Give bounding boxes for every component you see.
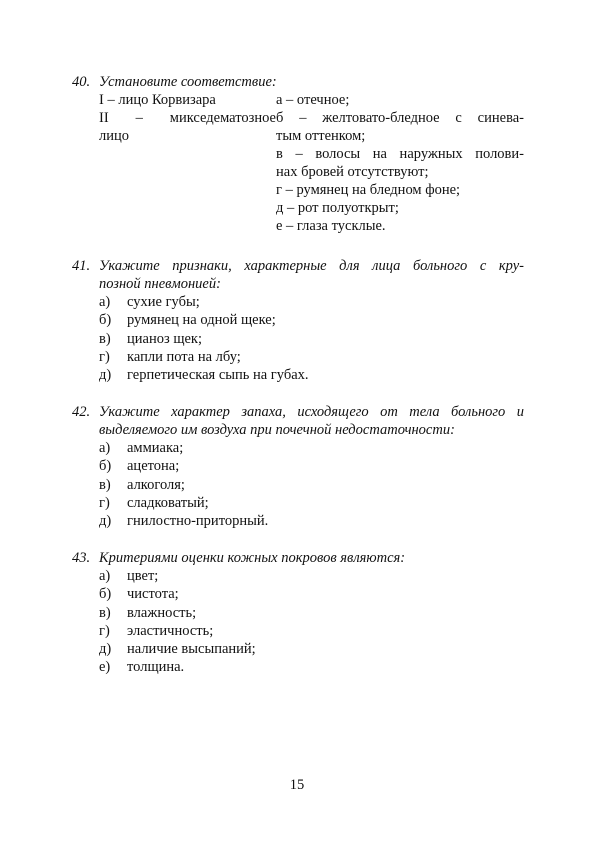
option-d: д) гнилостно-приторный. (99, 513, 269, 530)
question-number: 43. (72, 550, 91, 566)
option-v: в) алкоголя; (99, 476, 185, 493)
question-41 (72, 257, 524, 384)
question-43-header (72, 549, 524, 567)
option-d: д) герпетическая сыпь на губах. (99, 367, 309, 384)
question-title: Укажите признаки, характерные для лица больного с кру- позной пневмонией: (99, 258, 524, 292)
right-item-d: д – рот полуоткрыт; (276, 200, 399, 216)
question-40-header (72, 73, 524, 91)
option-d: д) наличие высыпаний; (99, 641, 256, 658)
option-b: б) ацетона; (99, 458, 180, 475)
option-a: а) аммиака; (99, 440, 184, 456)
question-42 (72, 403, 524, 530)
option-b: б) чистота; (99, 586, 179, 603)
option-v: в) влажность; (99, 604, 197, 621)
option-g: г) капли пота на лбу; (99, 348, 241, 365)
question-42-header (72, 403, 524, 439)
left-item-1: I – лицо Корвизара (99, 92, 216, 108)
right-item-v: в – волосы на наружных полови- (276, 146, 524, 162)
question-title: Установите соответствие: (99, 74, 277, 90)
question-40 (72, 73, 524, 235)
left-item-2: II – микседематозное (99, 110, 276, 126)
option-a: а) сухие губы; (99, 294, 200, 310)
right-item-a: а – отечное; (276, 92, 350, 108)
option-v: в) цианоз щек; (99, 330, 202, 347)
matching-left-column: I – лицо Корвизара II – микседематозное лицо (99, 92, 276, 144)
option-a: а) цвет; (99, 568, 159, 584)
question-title: Укажите характер запаха, исходящего от тела больного и выделяемого им воздуха при почечной недостаточности: (99, 404, 524, 438)
option-e: е) толщина. (99, 659, 185, 676)
question-number: 42. (72, 404, 91, 420)
question-number: 40. (72, 74, 91, 90)
option-list (99, 439, 524, 530)
option-g: г) эластичность; (99, 622, 214, 639)
option-g: г) сладковатый; (99, 494, 209, 511)
matching-right-column: а – отечное; б – желтовато-бледное с синева- тым оттенком; в – волосы на наружных полови- нах бровей отсутствуют; г – румянец на бледном фоне; д – рот полуоткрыт; е – глаза тусклые. (276, 92, 524, 234)
option-b: б) румянец на одной щеке; (99, 312, 276, 329)
matching-table (99, 91, 524, 235)
option-list (99, 567, 524, 677)
right-item-e: е – глаза тусклые. (276, 218, 386, 234)
question-43 (72, 549, 524, 677)
right-item-g: г – румянец на бледном фоне; (276, 182, 461, 198)
question-title: Критериями оценки кожных покровов являются: (99, 550, 406, 566)
right-item-b: б – желтовато-бледное с синева- (276, 110, 524, 126)
question-41-header (72, 257, 524, 293)
page-number: 15 (289, 777, 305, 793)
option-list (99, 293, 524, 384)
question-number: 41. (72, 258, 91, 274)
